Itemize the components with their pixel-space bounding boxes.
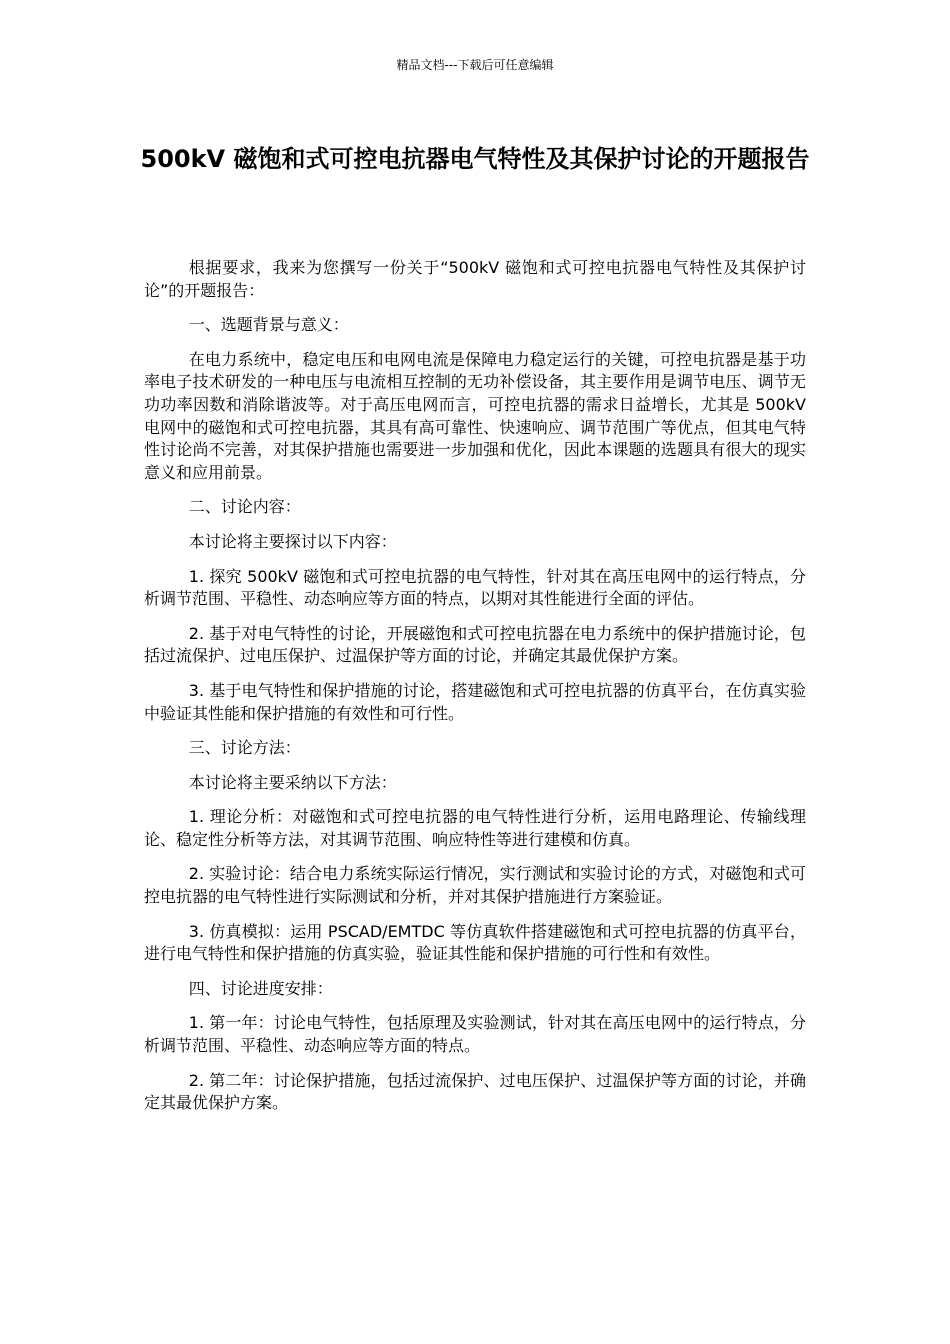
- content-item-2: 2. 基于对电气特性的讨论，开展磁饱和式可控电抗器在电力系统中的保护措施讨论，包括过流保护、过电压保护、过温保护等方面的讨论，并确定其最优保护方案。: [144, 623, 806, 666]
- content-item-3: 3. 基于电气特性和保护措施的讨论，搭建磁饱和式可控电抗器的仿真平台，在仿真实验中验证其性能和保护措施的有效性和可行性。: [144, 680, 806, 723]
- document-body: [144, 257, 806, 1127]
- content-item-1: 1. 探究 500kV 磁饱和式可控电抗器的电气特性，针对其在高压电网中的运行特点，分析调节范围、平稳性、动态响应等方面的特点，以期对其性能进行全面的评估。: [144, 566, 806, 609]
- methods-intro-paragraph: 本讨论将主要采纳以下方法：: [188, 772, 397, 792]
- method-item-3: 3. 仿真模拟：运用 PSCAD/EMTDC 等仿真软件搭建磁饱和式可控电抗器的仿真平台，进行电气特性和保护措施的仿真实验，验证其性能和保护措施的可行性和有效性。: [144, 921, 806, 964]
- section-heading-schedule: 四、讨论进度安排：: [188, 978, 333, 998]
- header-note: 精品文档---下载后可任意编辑: [396, 58, 554, 72]
- intro-paragraph: 根据要求，我来为您撰写一份关于“500kV 磁饱和式可控电抗器电气特性及其保护讨论”的开题报告：: [144, 258, 806, 300]
- section-heading-content: 二、讨论内容：: [188, 497, 301, 517]
- section-heading-background: 一、选题背景与意义：: [188, 315, 349, 335]
- schedule-item-2: 2. 第二年：讨论保护措施，包括过流保护、过电压保护、过温保护等方面的讨论，并确定其最优保护方案。: [144, 1070, 806, 1113]
- content-intro-paragraph: 本讨论将主要探讨以下内容：: [188, 531, 397, 551]
- method-item-1: 1. 理论分析：对磁饱和式可控电抗器的电气特性进行分析，运用电路理论、传输线理论、稳定性分析等方法，对其调节范围、响应特性等进行建模和仿真。: [144, 807, 806, 849]
- document-title: 500kV 磁饱和式可控电抗器电气特性及其保护讨论的开题报告: [140, 145, 810, 173]
- method-item-2: 2. 实验讨论：结合电力系统实际运行情况，实行测试和实验讨论的方式，对磁饱和式可控电抗器的电气特性进行实际测试和分析，并对其保护措施进行方案验证。: [144, 864, 806, 907]
- background-paragraph: 在电力系统中，稳定电压和电网电流是保障电力稳定运行的关键，可控电抗器是基于功率电子技术研发的一种电压与电流相互控制的无功补偿设备，其主要作用是调节电压、调节无功功率因数和消除谐波等。对于高压电网而言，可控电抗器的需求日益增长，尤其是 500kV 电网中的磁饱和式可控电抗器，其具有高可靠性、快速响应、调节范围广等优点，但其电气特性讨论尚不完善，对其保护措施也需要进一步加强和优化，因此本课题的选题具有很大的现实意义和应用前景。: [144, 349, 806, 482]
- section-heading-methods: 三、讨论方法：: [188, 738, 301, 758]
- schedule-item-1: 1. 第一年：讨论电气特性，包括原理及实验测试，针对其在高压电网中的运行特点，分析调节范围、平稳性、动态响应等方面的特点。: [144, 1013, 806, 1056]
